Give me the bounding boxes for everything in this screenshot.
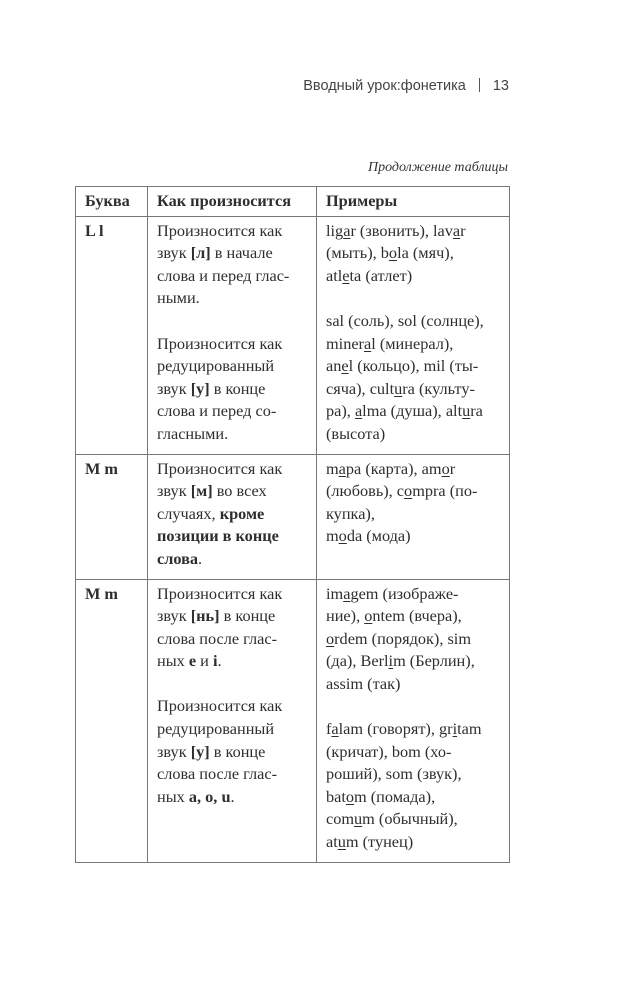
text-line — [326, 423, 501, 446]
text-line — [326, 718, 501, 741]
stressed-letter: a — [354, 401, 363, 421]
text: lig — [326, 220, 344, 240]
text: ra — [470, 401, 483, 421]
text-line — [326, 808, 501, 831]
bold-text: слова — [157, 548, 199, 568]
text: (высота) — [326, 423, 386, 443]
text-line — [326, 650, 501, 673]
text: m (тунец) — [345, 832, 414, 852]
letter: M m — [85, 458, 118, 478]
text: . — [217, 651, 222, 671]
text: (кричат), bom (хо- — [326, 741, 452, 761]
text: r — [460, 220, 466, 240]
text-line — [157, 650, 308, 673]
cell-paragraph — [157, 695, 308, 808]
bold-text: [у] — [190, 741, 210, 761]
text-line — [326, 763, 501, 786]
stressed-letter: a — [343, 583, 351, 603]
bold-text: [нь] — [190, 606, 220, 626]
stressed-letter: u — [354, 809, 363, 829]
text-line — [326, 786, 501, 809]
stressed-letter: o — [326, 628, 335, 648]
text-line — [157, 355, 308, 378]
text: f — [326, 719, 332, 739]
text: l (кольцо), mil (ты- — [348, 356, 479, 376]
text: mpra (по- — [412, 481, 478, 501]
text-line — [326, 605, 501, 628]
text-line — [326, 310, 501, 333]
bold-text: кроме — [219, 503, 265, 523]
text-line — [157, 423, 308, 446]
cell-paragraph — [326, 310, 501, 446]
stressed-letter: a — [343, 220, 351, 240]
text: lam (говорят), gr — [338, 719, 453, 739]
text: ных — [157, 786, 189, 806]
pronunciation-cell — [148, 454, 317, 579]
text: в конце — [209, 378, 266, 398]
text-line — [326, 400, 501, 423]
text: Произносится как — [157, 696, 283, 716]
text-line — [157, 763, 308, 786]
text-line — [326, 458, 501, 481]
text: в конце — [209, 741, 266, 761]
stressed-letter: a — [363, 333, 372, 353]
text-line — [326, 355, 501, 378]
text: звук — [157, 243, 191, 263]
cell-paragraph — [157, 583, 308, 673]
text-line — [326, 378, 501, 401]
text: la (мяч), — [397, 243, 454, 263]
text-line — [157, 695, 308, 718]
stressed-letter: u — [462, 401, 471, 421]
text-line — [157, 718, 308, 741]
text-line — [157, 583, 308, 606]
bold-text: [у] — [190, 378, 210, 398]
examples-cell — [317, 579, 510, 862]
stressed-letter: a — [452, 220, 461, 240]
text: (любовь), c — [326, 481, 405, 501]
text-line — [157, 548, 308, 571]
text-line — [157, 265, 308, 288]
page-number: 13 — [492, 78, 509, 94]
text: во всех — [212, 481, 267, 501]
examples-cell — [317, 454, 510, 579]
text-line — [326, 503, 501, 526]
text: pa (карта), am — [345, 458, 442, 478]
text-line — [157, 786, 308, 809]
letter-cell — [76, 579, 148, 862]
text-line — [157, 242, 308, 265]
stressed-letter: i — [452, 719, 458, 739]
text: at — [326, 832, 338, 852]
bold-text: i — [212, 651, 218, 671]
cell-paragraph — [157, 458, 308, 571]
text: m — [326, 458, 339, 478]
text: ntem (вчера), — [372, 606, 462, 626]
stressed-letter: a — [331, 719, 339, 739]
text: слова после глас- — [157, 764, 278, 784]
stressed-letter: e — [341, 356, 349, 376]
table-continued-caption: Продолжение таблицы — [367, 160, 508, 175]
pronunciation-cell — [148, 579, 317, 862]
stressed-letter: a — [338, 458, 346, 478]
text-line — [157, 525, 308, 548]
cell-paragraph — [326, 583, 501, 696]
text: lma (душа), alt — [362, 401, 463, 421]
text: m — [326, 526, 339, 546]
divider — [479, 78, 480, 92]
text: в конце — [219, 606, 276, 626]
text: atl — [326, 265, 343, 285]
text: Произносится как — [157, 583, 283, 603]
stressed-letter: e — [342, 265, 350, 285]
text: Произносится как — [157, 220, 283, 240]
cell-paragraph — [326, 718, 501, 854]
text-line — [326, 525, 501, 548]
header-pronunciation: Как произносится — [148, 187, 317, 217]
table-row — [76, 579, 510, 862]
text-line — [157, 333, 308, 356]
text-line — [326, 741, 501, 764]
cell-paragraph — [326, 458, 501, 548]
text: ta (атлет) — [349, 265, 413, 285]
text: m (помада), — [354, 786, 436, 806]
stressed-letter: o — [364, 606, 373, 626]
header-examples: Примеры — [317, 187, 510, 217]
text: случаях, — [157, 503, 220, 523]
pronunciation-cell — [148, 216, 317, 454]
text: слова после глас- — [157, 628, 278, 648]
text: ных — [157, 651, 189, 671]
text-line — [326, 220, 501, 243]
text-line — [157, 503, 308, 526]
text: и — [196, 651, 213, 671]
stressed-letter: o — [345, 786, 355, 806]
text: da (мода) — [346, 526, 411, 546]
text: rdem (порядок), sim — [334, 628, 471, 648]
text-line — [157, 605, 308, 628]
bold-text: позиции в конце — [157, 526, 279, 546]
text-line — [326, 673, 501, 696]
stressed-letter: u — [337, 832, 346, 852]
text-line — [157, 378, 308, 401]
text: . — [230, 786, 235, 806]
pronunciation-table — [75, 186, 510, 863]
letter-cell — [76, 216, 148, 454]
letter: L l — [85, 220, 104, 240]
text: Произносится как — [157, 458, 283, 478]
text-line — [157, 400, 308, 423]
text: sal (соль), sol (солнце), — [326, 310, 484, 330]
text-line — [157, 287, 308, 310]
text: звук — [157, 741, 191, 761]
header-letter: Буква — [76, 187, 148, 217]
text-line — [326, 265, 501, 288]
text: звук — [157, 606, 191, 626]
bold-text: [л] — [190, 243, 211, 263]
text: ние), — [326, 606, 365, 626]
examples-cell — [317, 216, 510, 454]
cell-paragraph — [157, 220, 308, 310]
text-line — [157, 628, 308, 651]
text: bat — [326, 786, 346, 806]
text: (мыть), b — [326, 243, 389, 263]
bold-text: [м] — [190, 481, 213, 501]
cell-paragraph — [326, 220, 501, 288]
table-row — [76, 216, 510, 454]
text: m (обычный), — [362, 809, 458, 829]
text: miner — [326, 333, 364, 353]
text-line — [326, 480, 501, 503]
running-head-title: Вводный урок:фонетика — [303, 78, 466, 94]
text: купка), — [326, 503, 375, 523]
text: ra (культу- — [402, 378, 475, 398]
text: m (Берлин), — [393, 651, 475, 671]
bold-text: a, o, u — [188, 786, 231, 806]
text: assim (так) — [326, 673, 401, 693]
text: редуцированный — [157, 356, 275, 376]
stressed-letter: u — [394, 378, 403, 398]
text: Произносится как — [157, 333, 283, 353]
table-header-row — [76, 187, 510, 217]
text-line — [326, 628, 501, 651]
text: . — [198, 548, 203, 568]
cell-paragraph — [157, 333, 308, 446]
text-line — [157, 458, 308, 481]
text: tam — [457, 719, 482, 739]
text: звук — [157, 378, 191, 398]
text: gem (изображе- — [350, 583, 459, 603]
text: r (звонить), lav — [350, 220, 453, 240]
text: звук — [157, 481, 191, 501]
stressed-letter: o — [441, 458, 450, 478]
text: l (минерал), — [371, 333, 454, 353]
text-line — [157, 220, 308, 243]
running-head — [303, 78, 509, 94]
text: im — [326, 583, 344, 603]
stressed-letter: i — [388, 651, 394, 671]
text: r — [449, 458, 456, 478]
bold-text: e — [188, 651, 197, 671]
text-line — [157, 480, 308, 503]
text-line — [157, 741, 308, 764]
stressed-letter: o — [404, 481, 413, 501]
text: слова и перед со- — [157, 401, 277, 421]
text: в начале — [210, 243, 273, 263]
text: ными. — [157, 288, 200, 308]
text: роший), som (звук), — [326, 764, 462, 784]
stressed-letter: o — [338, 526, 347, 546]
text: an — [326, 356, 342, 376]
text: (да), Berl — [326, 651, 389, 671]
letter-cell — [76, 454, 148, 579]
text-line — [326, 831, 501, 854]
text-line — [326, 242, 501, 265]
text: ра), — [326, 401, 355, 421]
text: слова и перед глас- — [157, 265, 290, 285]
text-line — [326, 583, 501, 606]
stressed-letter: o — [388, 243, 398, 263]
letter: M m — [85, 583, 118, 603]
text: сяча), cult — [326, 378, 395, 398]
table-row — [76, 454, 510, 579]
text: гласными. — [157, 423, 229, 443]
text: com — [326, 809, 355, 829]
text-line — [326, 333, 501, 356]
text: редуцированный — [157, 719, 275, 739]
